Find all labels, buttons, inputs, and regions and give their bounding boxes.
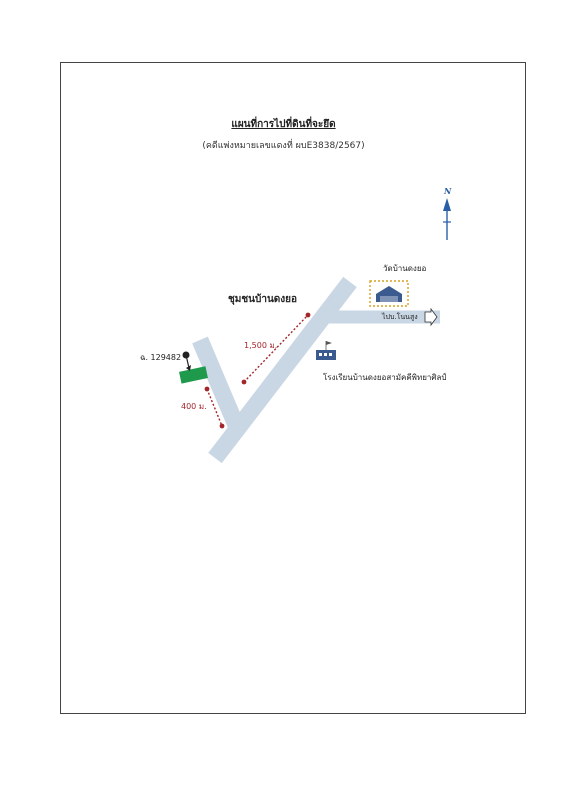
- map-title: แผนที่การไปที่ดินที่จะยึด: [231, 119, 336, 130]
- north-arrow-icon: [443, 198, 451, 240]
- distance-main-label: 1,500 ม.: [244, 341, 278, 350]
- temple-label: วัดบ้านดงยอ: [383, 264, 427, 273]
- direction-label: ไปบ.โนนสูง: [382, 313, 418, 321]
- north-label: N: [444, 186, 452, 196]
- map-subtitle: (คดีแพ่งหมายเลขแดงที่ ผบE3838/2567): [202, 141, 365, 151]
- school-label: โรงเรียนบ้านดงยอสามัคคีพิทยาศิลป์: [323, 373, 447, 382]
- school-icon: [316, 341, 336, 360]
- parcel-label: ฉ. 129482: [140, 353, 182, 362]
- parcel-marker: [179, 366, 208, 383]
- community-label: ชุมชนบ้านดงยอ: [228, 294, 298, 305]
- distance-side-label: 400 ม.: [181, 402, 207, 411]
- temple-icon: [370, 281, 408, 306]
- main-road: [215, 282, 350, 458]
